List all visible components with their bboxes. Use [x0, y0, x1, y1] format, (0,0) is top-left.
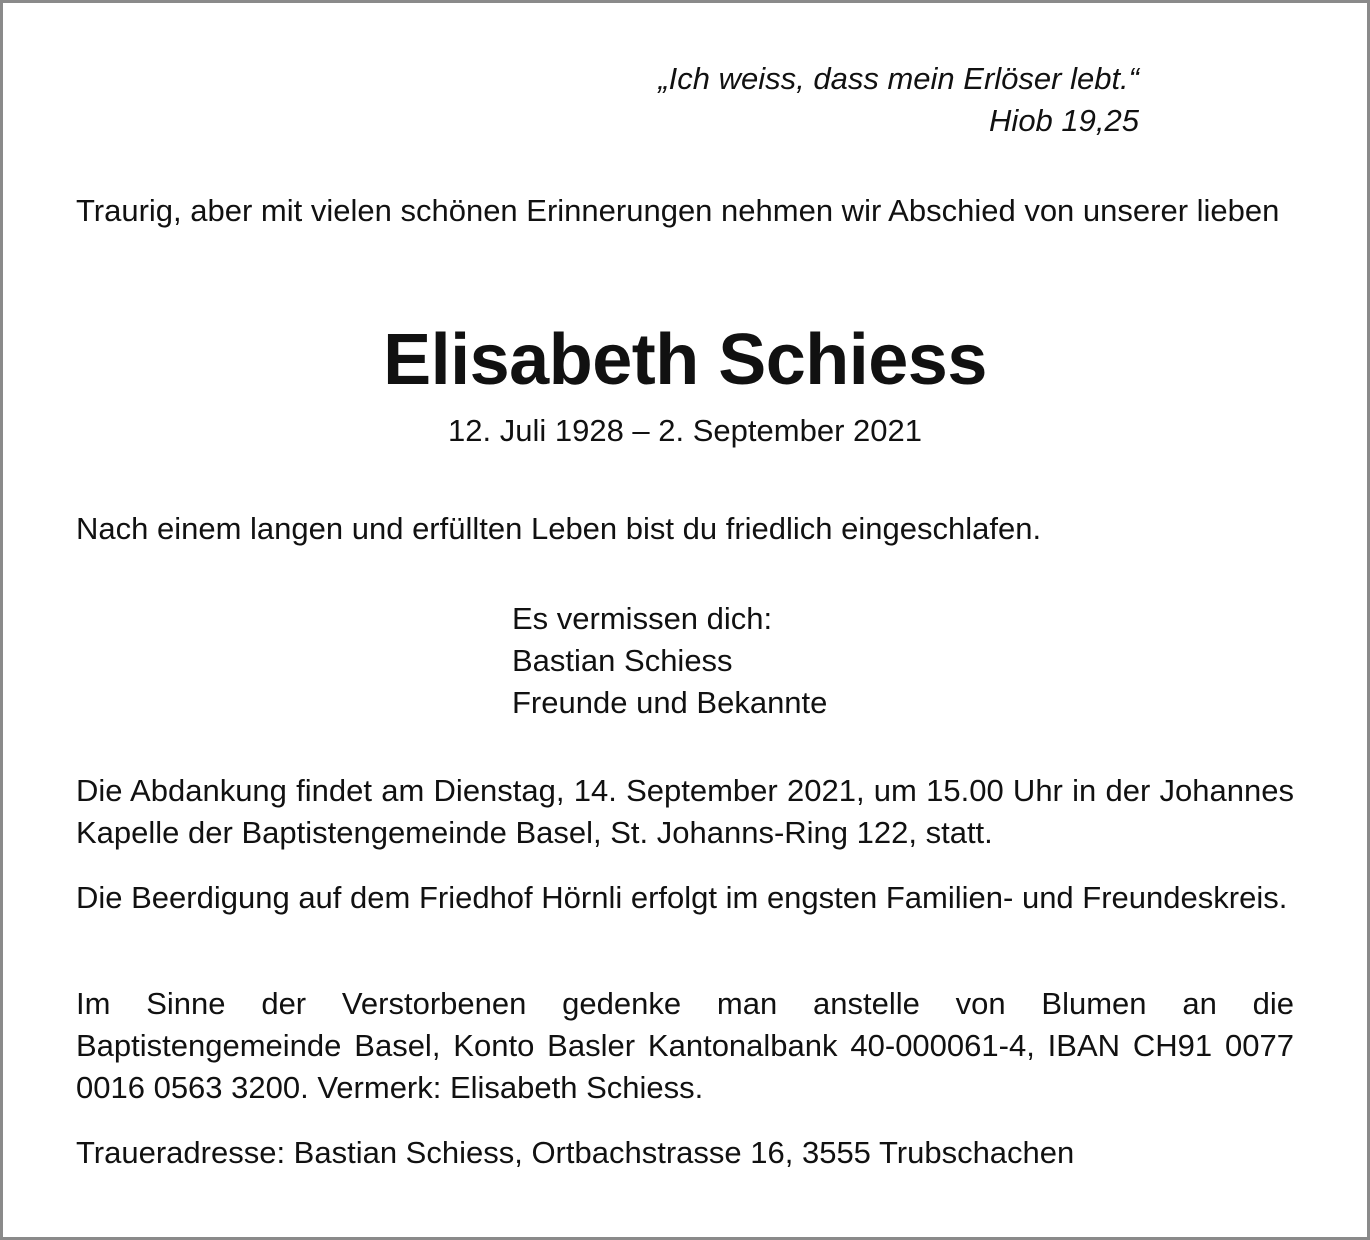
burial-paragraph: Die Beerdigung auf dem Friedhof Hörnli erfolgt im engsten Familien- und Freundeskreis. [76, 880, 1288, 915]
peaceful-line: Nach einem langen und erfüllten Leben bist du friedlich eingeschlafen. [76, 511, 1042, 546]
bible-quote [658, 58, 1139, 142]
quote-text: „Ich weiss, dass mein Erlöser lebt.“ [658, 61, 1139, 96]
mourners-list [512, 598, 827, 724]
deceased-name: Elisabeth Schiess [383, 320, 987, 400]
donation-paragraph: Im Sinne der Verstorbenen gedenke man anstelle von Blumen an die Baptistengemeinde Basel, Konto Basler Kantonalbank 40-000061-4, IBAN CH91 0077 0016 0563 3200. Vermerk: Elisabeth Schiess. [76, 986, 1294, 1105]
life-dates: 12. Juli 1928 – 2. September 2021 [448, 413, 922, 448]
mourner-name: Bastian Schiess [512, 643, 733, 678]
mourning-address: Traueradresse: Bastian Schiess, Ortbachstrasse 16, 3555 Trubschachen [76, 1135, 1075, 1170]
intro-text: Traurig, aber mit vielen schönen Erinnerungen nehmen wir Abschied von unserer lieben [76, 193, 1280, 228]
quote-source: Hiob 19,25 [989, 103, 1139, 138]
mourner-name: Freunde und Bekannte [512, 685, 828, 720]
mourners-heading: Es vermissen dich: [512, 601, 773, 636]
memorial-service-paragraph: Die Abdankung findet am Dienstag, 14. September 2021, um 15.00 Uhr in der Johannes Kapelle der Baptistengemeinde Basel, St. Johanns-Ring 122, statt. [76, 773, 1294, 850]
